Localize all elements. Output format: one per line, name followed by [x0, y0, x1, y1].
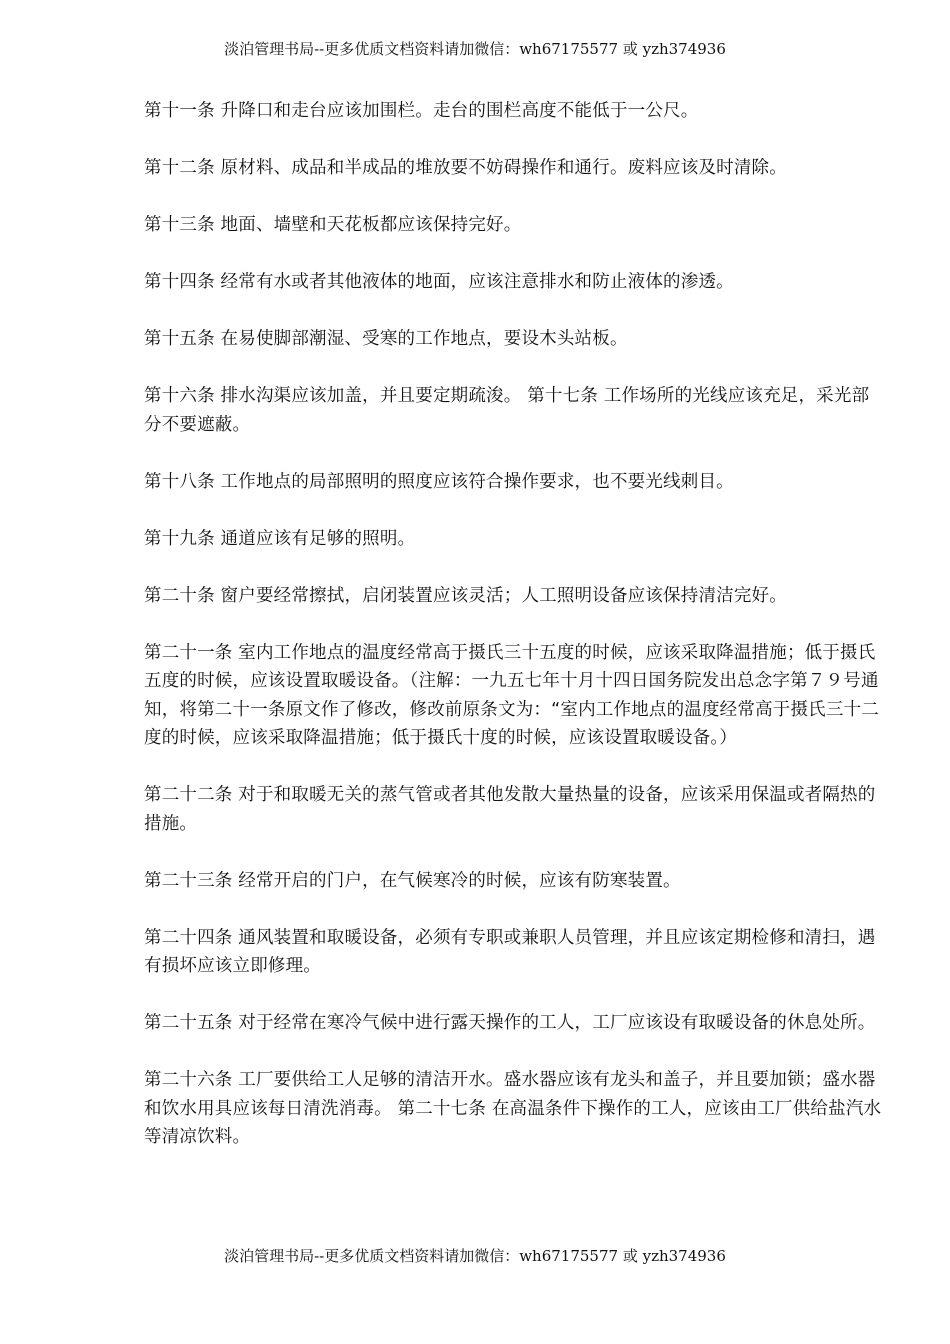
paragraph-article-22: 第二十二条 对于和取暖无关的蒸气管或者其他发散大量热量的设备，应该采用保温或者隔热的措施。 [144, 785, 876, 834]
page-header: 淡泊管理书局--更多优质文档资料请加微信：wh67175577 或 yzh374936 [224, 40, 726, 58]
paragraph-article-12: 第十二条 原材料、成品和半成品的堆放要不妨碍操作和通行。废料应该及时清除。 [144, 158, 787, 178]
paragraph-article-18: 第十八条 工作地点的局部照明的照度应该符合操作要求，也不要光线刺目。 [144, 471, 734, 492]
paragraph-article-21: 第二十一条 室内工作地点的温度经常高于摄氏三十五度的时候，应该采取降温措施；低于摄氏五度的时候，应该设置取暖设备。（注解：一九五七年十月十四日国务院发出总念字第７９号通知，将第二十一条原文作了修改，修改前原条文为：“室内工作地点的温度经常高于摄氏三十二度的时候，应该采取降温措施；低于摄氏十度的时候，应该设置取暖设备。） [144, 642, 879, 748]
paragraph-article-19: 第十九条 通道应该有足够的照明。 [144, 528, 416, 549]
paragraph-article-14: 第十四条 经常有水或者其他液体的地面，应该注意排水和防止液体的渗透。 [144, 272, 734, 292]
paragraph-article-15: 第十五条 在易使脚部潮湿、受寒的工作地点，要设木头站板。 [144, 329, 628, 349]
page-footer: 淡泊管理书局--更多优质文档资料请加微信：wh67175577 或 yzh374936 [224, 1247, 726, 1265]
paragraph-article-20: 第二十条 窗户要经常擦拭，启闭装置应该灵活；人工照明设备应该保持清洁完好。 [144, 585, 787, 606]
paragraph-article-13: 第十三条 地面、墙壁和天花板都应该保持完好。 [144, 215, 522, 235]
paragraph-article-24: 第二十四条 通风装置和取暖设备，必须有专职或兼职人员管理，并且应该定期检修和清扫，遇有损坏应该立即修理。 [144, 927, 876, 976]
paragraph-article-16-17: 第十六条 排水沟渠应该加盖，并且要定期疏浚。 第十七条 工作场所的光线应该充足，采光部分不要遮蔽。 [144, 386, 870, 435]
paragraph-article-23: 第二十三条 经常开启的门户，在气候寒冷的时候，应该有防寒装置。 [144, 870, 681, 891]
paragraph-article-26-27: 第二十六条 工厂要供给工人足够的清洁开水。盛水器应该有龙头和盖子，并且要加锁；盛水器和饮水用具应该每日清洗消毒。 第二十七条 在高温条件下操作的工人，应该由工厂供给盐汽水等清凉饮料。 [144, 1070, 882, 1147]
document-body [144, 97, 884, 1180]
paragraph-article-25: 第二十五条 对于经常在寒冷气候中进行露天操作的工人，工厂应该设有取暖设备的休息处所。 [144, 1013, 876, 1033]
paragraph-article-11: 第十一条 升降口和走台应该加围栏。走台的围栏高度不能低于一公尺。 [144, 101, 699, 121]
